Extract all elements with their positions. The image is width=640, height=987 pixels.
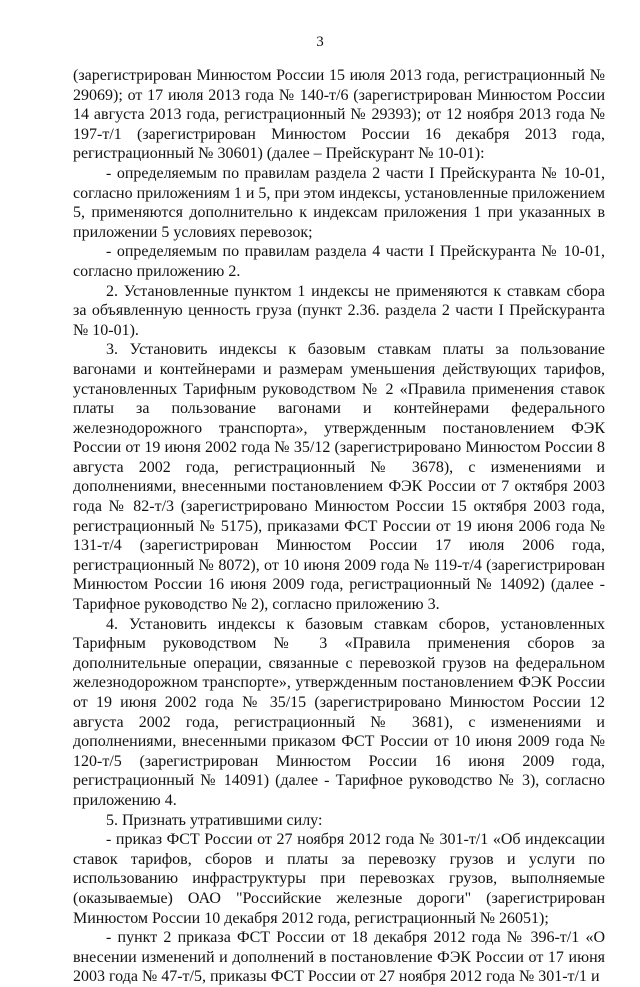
paragraph-item-4: 4. Установить индексы к базовым ставкам сборов, установленных Тарифным руководством № 3 «Правила применения сборов за дополнительные операции, связанные с перевозкой грузов на федеральном железнодорожном транспорте», утвержденным постановлением ФЭК России от 19 июня 2002 года № 35/15 (зарегистрировано Минюстом России 12 августа 2002 года, регистрационный № 3681), с изменениями и дополнениями, внесенными приказом ФСТ России от 10 июня 2009 года № 120-т/5 (зарегистрирован Минюстом России 16 июня 2009 года, регистрационный № 14091) (далее - Тарифное руководство № 3), согласно приложению 4. xyxy=(73,615,605,809)
paragraph-list-item-2: - определяемым по правилам раздела 4 части I Прейскуранта № 10-01, согласно приложению 2. xyxy=(73,243,605,280)
paragraph-repeal-item-1: - приказ ФСТ России от 27 ноября 2012 года № 301-т/1 «Об индексации ставок тарифов, сборов и платы за перевозку грузов и услуги по использованию инфраструктуры при перевозках грузов, выполняемые (оказываемые) ОАО "Российские железные дороги" (зарегистрирован Минюстом России 10 декабря 2012 года, регистрационный № 26051); xyxy=(73,831,605,927)
paragraph-continuation: (зарегистрирован Минюстом России 15 июля 2013 года, регистрационный № 29069); от 17 июля 2013 года № 140-т/6 (зарегистрирован Минюстом России 14 августа 2013 года, регистрационный № 29393); от 12 ноября 2013 года № 197-т/1 (зарегистрирован Минюстом России 16 декабря 2013 года, регистрационный № 30601) (далее – Прейскурант № 10-01): xyxy=(73,67,605,163)
paragraph-repeal-item-2: - пункт 2 приказа ФСТ России от 18 декабря 2012 года № 396-т/1 «О внесении изменений и дополнений в постановление ФЭК России от 17 июня 2003 года № 47-т/5, приказы ФСТ России от 27 ноября 2012 года № 301-т/1 и xyxy=(73,929,605,986)
document-body xyxy=(73,66,605,987)
paragraph-item-2: 2. Установленные пунктом 1 индексы не применяются к ставкам сбора за объявленную ценность груза (пункт 2.36. раздела 2 части I Прейскуранта № 10-01). xyxy=(73,282,605,339)
paragraph-item-5: 5. Признать утратившими силу: xyxy=(106,811,323,829)
paragraph-list-item-1: - определяемым по правилам раздела 2 части I Прейскуранта № 10-01, согласно приложениям 1 и 5, при этом индексы, установленные приложением 5, применяются дополнительно к индексам приложения 1 при указанных в приложении 5 условиях перевозок; xyxy=(73,164,605,241)
paragraph-item-3: 3. Установить индексы к базовым ставкам платы за пользование вагонами и контейнерами и размерам уменьшения действующих тарифов, установленных Тарифным руководством № 2 «Правила применения ставок платы за пользование вагонами и контейнерами федерального железнодорожного транспорта», утвержденным постановлением ФЭК России от 19 июня 2002 года № 35/12 (зарегистрировано Минюстом России 8 августа 2002 года, регистрационный № 3678), с изменениями и дополнениями, внесенными постановлением ФЭК России от 7 октября 2003 года № 82-т/3 (зарегистрировано Минюстом России 15 октября 2003 года, регистрационный № 5175), приказами ФСТ России от 19 июня 2006 года № 131-т/4 (зарегистрирован Минюстом России 17 июля 2006 года, регистрационный № 8072), от 10 июня 2009 года № 119-т/4 (зарегистрирован Минюстом России 16 июня 2009 года, регистрационный № 14092) (далее - Тарифное руководство № 2), согласно приложению 3. xyxy=(73,341,605,614)
page-number: 3 xyxy=(316,34,324,50)
